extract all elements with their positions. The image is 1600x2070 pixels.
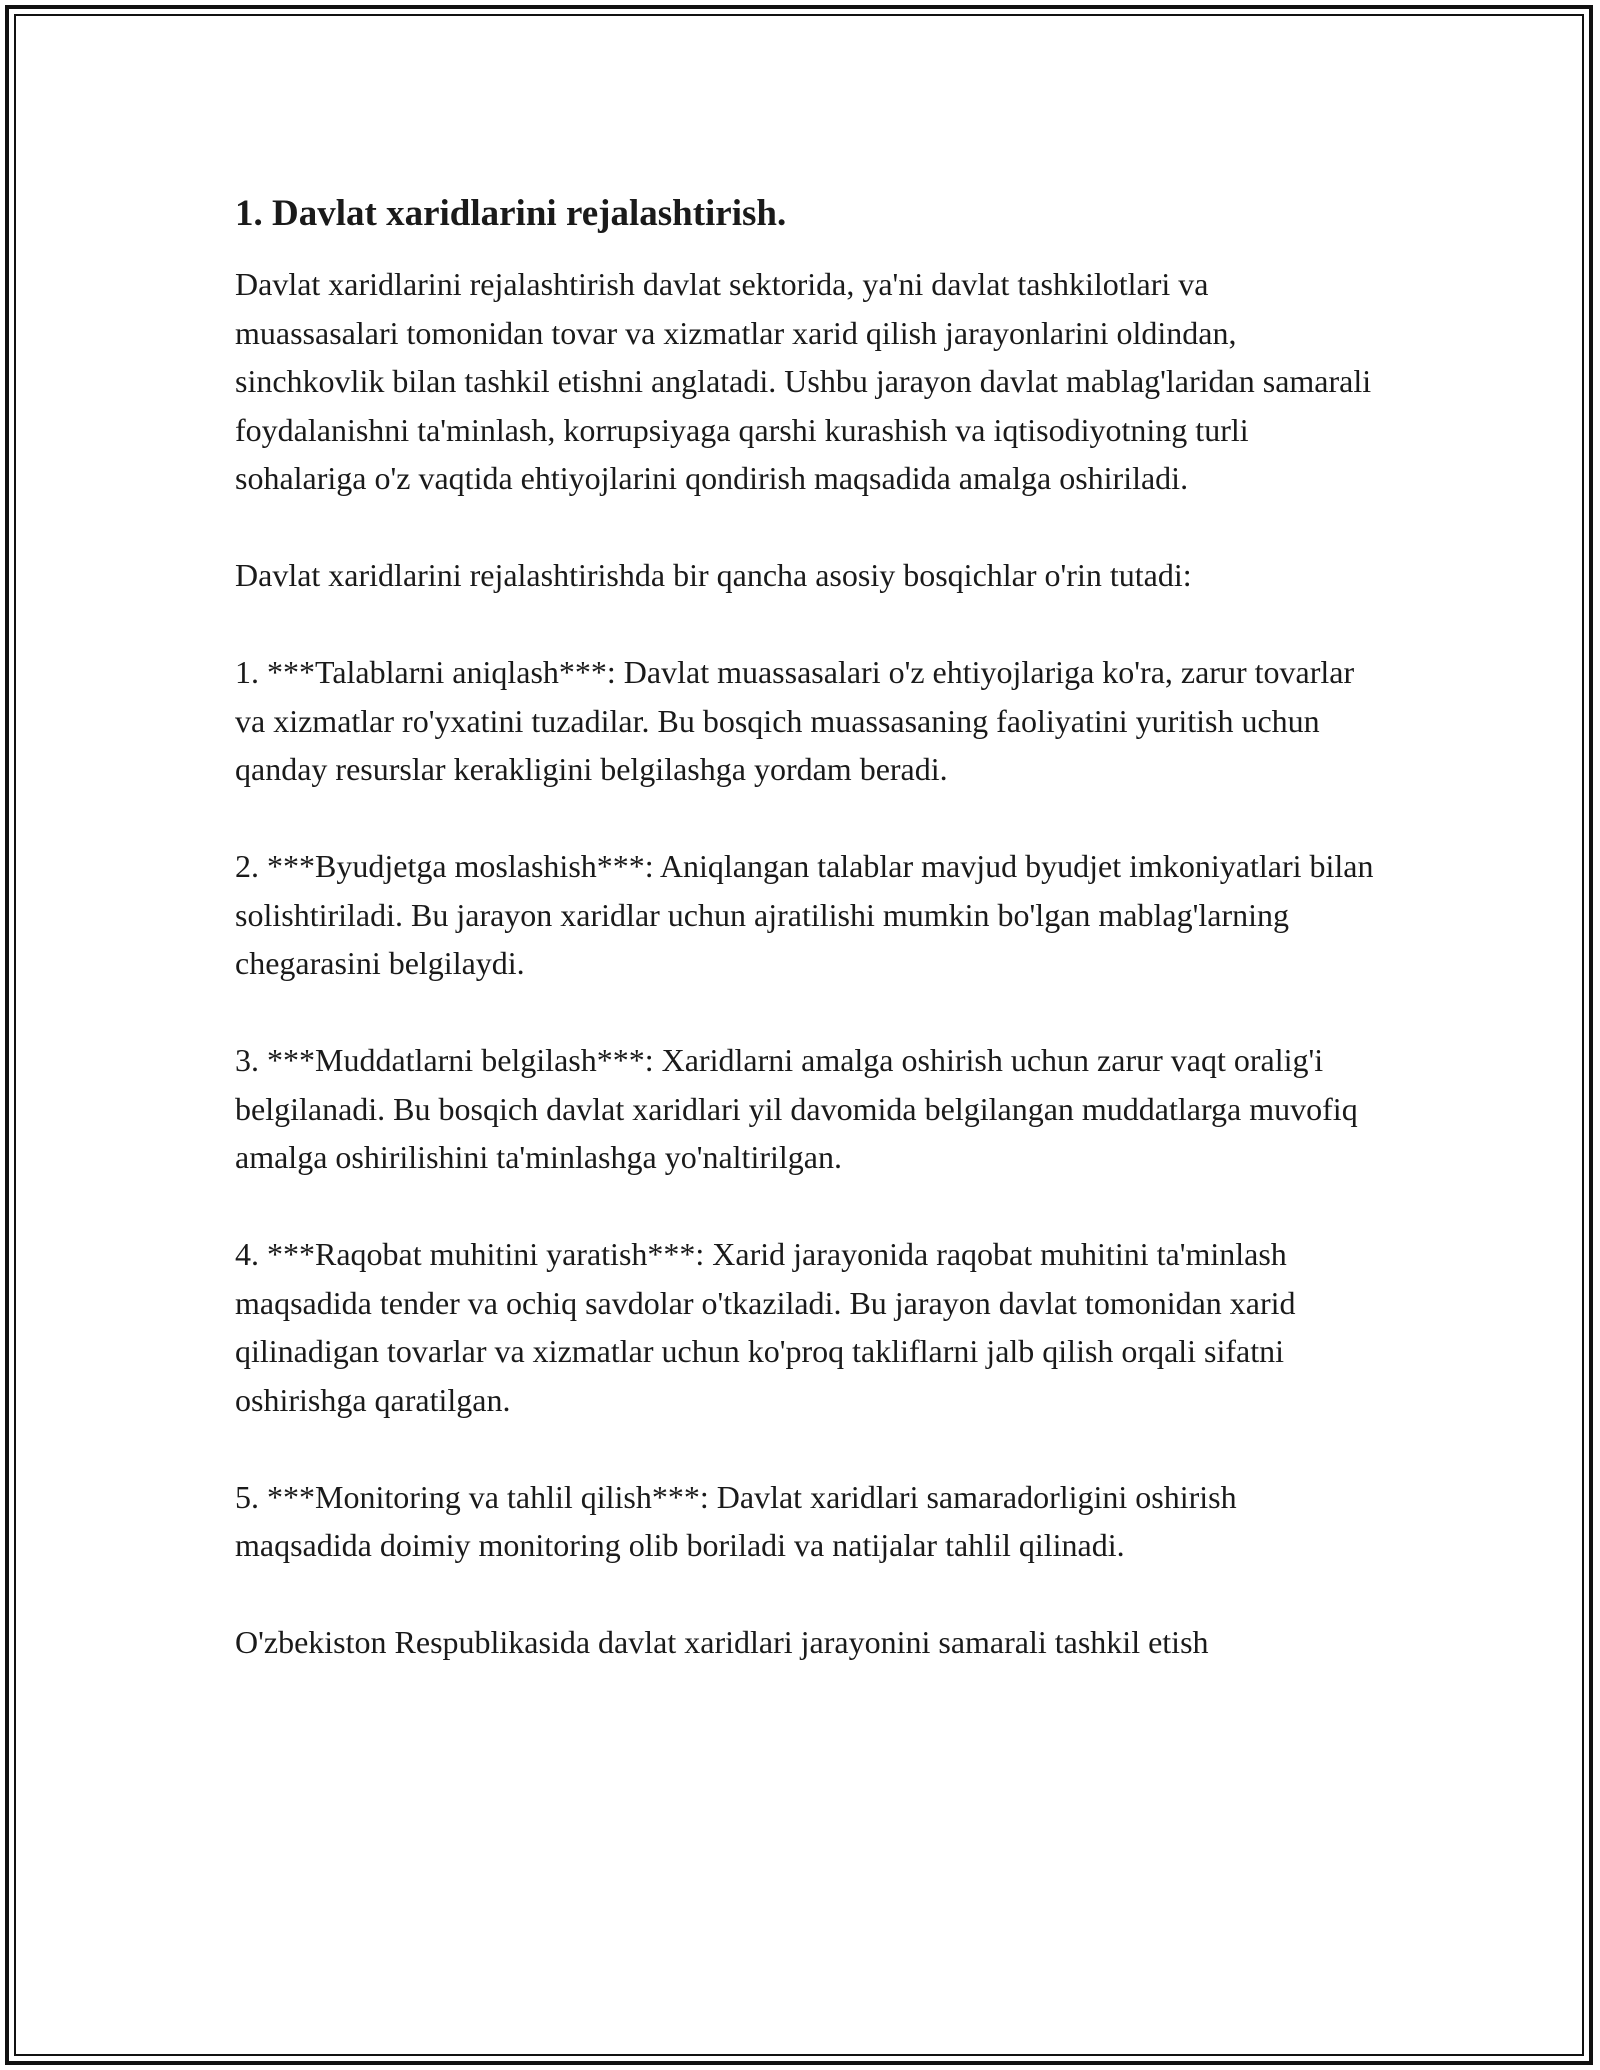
list-item-2: 2. ***Byudjetga moslashish***: Aniqlangan talablar mavjud byudjet imkoniyatlari bilan solishtiriladi. Bu jarayon xaridlar uchun ajratilishi mumkin bo'lgan mablag'larning chegarasini belgilaydi.: [235, 848, 1374, 981]
list-item-5: 5. ***Monitoring va tahlil qilish***: Davlat xaridlari samaradorligini oshirish maqsadida doimiy monitoring olib boriladi va natijalar tahlil qilinadi.: [235, 1478, 1237, 1563]
list-item-3: 3. ***Muddatlarni belgilash***: Xaridlarni amalga oshirish uchun zarur vaqt oralig'i belgilanadi. Bu bosqich davlat xaridlari yil davomida belgilangan muddatlarga muvofiq amalga oshirilishini ta'minlashga yo'naltirilgan.: [235, 1042, 1358, 1175]
paragraph-closing: O'zbekiston Respublikasida davlat xaridlari jarayonini samarali tashkil etish: [235, 1624, 1209, 1660]
document-body: [235, 190, 1375, 1715]
paragraph-intro: Davlat xaridlarini rejalashtirish davlat sektorida, ya'ni davlat tashkilotlari va muassasalari tomonidan tovar va xizmatlar xarid qilish jarayonlarini oldindan, sinchkovlik bilan tashkil etishni anglatadi. Ushbu jarayon davlat mablag'laridan samarali foydalanishni ta'minlash, korrupsiyaga qarshi kurashish va iqtisodiyotning turli sohalariga o'z vaqtida ehtiyojlarini qondirish maqsadida amalga oshiriladi.: [235, 266, 1372, 496]
list-item-1: 1. ***Talablarni aniqlash***: Davlat muassasalari o'z ehtiyojlariga ko'ra, zarur tovarlar va xizmatlar ro'yxatini tuzadilar. Bu bosqich muassasaning faoliyatini yuritish uchun qanday resurslar kerakligini belgilashga yordam beradi.: [235, 654, 1355, 787]
paragraph-stages-lead: Davlat xaridlarini rejalashtirishda bir qancha asosiy bosqichlar o'rin tutadi:: [235, 557, 1192, 593]
document-title: 1. Davlat xaridlarini rejalashtirish.: [235, 193, 787, 234]
list-item-4: 4. ***Raqobat muhitini yaratish***: Xarid jarayonida raqobat muhitini ta'minlash maqsadida tender va ochiq savdolar o'tkaziladi. Bu jarayon davlat tomonidan xarid qilinadigan tovarlar va xizmatlar uchun ko'proq takliflarni jalb qilish orqali sifatni oshirishga qaratilgan.: [235, 1236, 1296, 1418]
